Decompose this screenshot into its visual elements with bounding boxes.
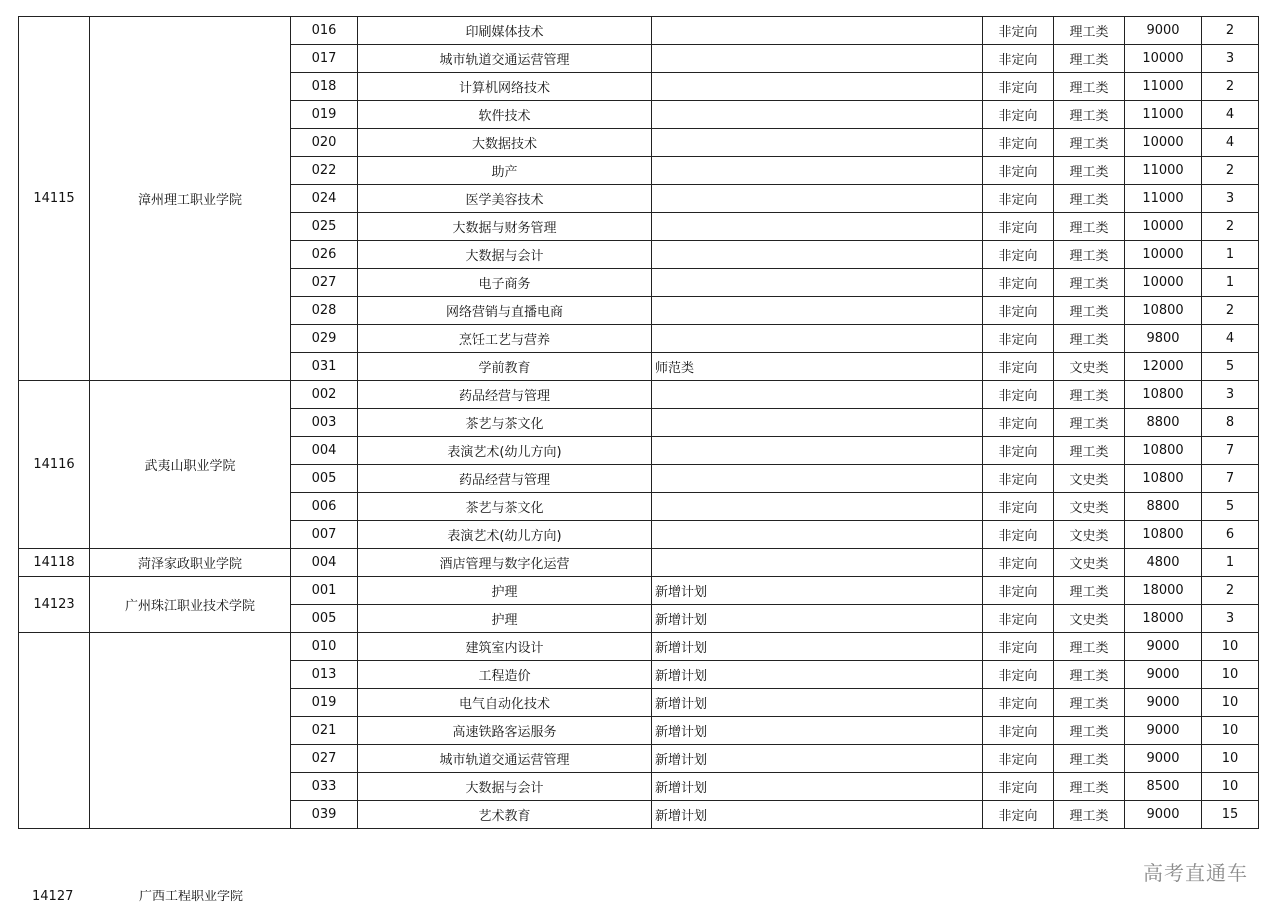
- plan-count-cell: 4: [1202, 129, 1259, 157]
- cutoff-institution-name: 广西工程职业学院: [139, 890, 244, 904]
- plan-count-cell: 10: [1202, 717, 1259, 745]
- institution-code-cell: 14116: [19, 381, 90, 549]
- major-code-cell: 010: [291, 633, 358, 661]
- subject-category-cell: 理工类: [1054, 129, 1125, 157]
- subject-category-cell: 理工类: [1054, 185, 1125, 213]
- major-code-cell: 021: [291, 717, 358, 745]
- institution-code-cell: [19, 633, 90, 829]
- major-name-cell: 电气自动化技术: [358, 689, 652, 717]
- institution-name-cell: 武夷山职业学院: [90, 381, 291, 549]
- tuition-fee-cell: 10000: [1125, 213, 1202, 241]
- plan-type-cell: 非定向: [983, 73, 1054, 101]
- note-cell: 新增计划: [652, 773, 983, 801]
- plan-count-cell: 10: [1202, 633, 1259, 661]
- note-cell: [652, 493, 983, 521]
- major-name-cell: 学前教育: [358, 353, 652, 381]
- subject-category-cell: 理工类: [1054, 381, 1125, 409]
- plan-count-cell: 8: [1202, 409, 1259, 437]
- plan-type-cell: 非定向: [983, 185, 1054, 213]
- plan-type-cell: 非定向: [983, 297, 1054, 325]
- plan-type-cell: 非定向: [983, 717, 1054, 745]
- plan-type-cell: 非定向: [983, 745, 1054, 773]
- plan-count-cell: 10: [1202, 689, 1259, 717]
- plan-count-cell: 2: [1202, 73, 1259, 101]
- major-code-cell: 018: [291, 73, 358, 101]
- plan-type-cell: 非定向: [983, 633, 1054, 661]
- major-code-cell: 033: [291, 773, 358, 801]
- major-code-cell: 027: [291, 745, 358, 773]
- plan-count-cell: 15: [1202, 801, 1259, 829]
- note-cell: 新增计划: [652, 689, 983, 717]
- institution-code-cell: 14115: [19, 17, 90, 381]
- tuition-fee-cell: 9000: [1125, 689, 1202, 717]
- note-cell: 师范类: [652, 353, 983, 381]
- table-row: [19, 549, 1259, 577]
- note-cell: 新增计划: [652, 717, 983, 745]
- plan-count-cell: 2: [1202, 213, 1259, 241]
- plan-type-cell: 非定向: [983, 409, 1054, 437]
- major-name-cell: 电子商务: [358, 269, 652, 297]
- note-cell: [652, 465, 983, 493]
- note-cell: 新增计划: [652, 577, 983, 605]
- subject-category-cell: 理工类: [1054, 661, 1125, 689]
- plan-type-cell: 非定向: [983, 661, 1054, 689]
- note-cell: [652, 269, 983, 297]
- note-cell: [652, 101, 983, 129]
- tuition-fee-cell: 11000: [1125, 157, 1202, 185]
- major-code-cell: 001: [291, 577, 358, 605]
- tuition-fee-cell: 9000: [1125, 633, 1202, 661]
- major-code-cell: 026: [291, 241, 358, 269]
- note-cell: [652, 73, 983, 101]
- major-code-cell: 019: [291, 101, 358, 129]
- tuition-fee-cell: 10000: [1125, 129, 1202, 157]
- note-cell: [652, 325, 983, 353]
- note-cell: 新增计划: [652, 633, 983, 661]
- major-code-cell: 017: [291, 45, 358, 73]
- plan-type-cell: 非定向: [983, 801, 1054, 829]
- major-code-cell: 003: [291, 409, 358, 437]
- major-name-cell: 表演艺术(幼儿方向): [358, 437, 652, 465]
- plan-count-cell: 3: [1202, 605, 1259, 633]
- plan-count-cell: 2: [1202, 577, 1259, 605]
- subject-category-cell: 理工类: [1054, 157, 1125, 185]
- major-name-cell: 茶艺与茶文化: [358, 493, 652, 521]
- major-name-cell: 工程造价: [358, 661, 652, 689]
- major-code-cell: 039: [291, 801, 358, 829]
- major-name-cell: 艺术教育: [358, 801, 652, 829]
- plan-count-cell: 2: [1202, 297, 1259, 325]
- note-cell: [652, 17, 983, 45]
- major-name-cell: 药品经营与管理: [358, 381, 652, 409]
- subject-category-cell: 理工类: [1054, 297, 1125, 325]
- plan-count-cell: 10: [1202, 773, 1259, 801]
- plan-count-cell: 2: [1202, 17, 1259, 45]
- subject-category-cell: 理工类: [1054, 241, 1125, 269]
- subject-category-cell: 理工类: [1054, 101, 1125, 129]
- subject-category-cell: 理工类: [1054, 437, 1125, 465]
- plan-type-cell: 非定向: [983, 521, 1054, 549]
- subject-category-cell: 理工类: [1054, 717, 1125, 745]
- subject-category-cell: 理工类: [1054, 45, 1125, 73]
- subject-category-cell: 文史类: [1054, 493, 1125, 521]
- major-name-cell: 护理: [358, 577, 652, 605]
- plan-type-cell: 非定向: [983, 465, 1054, 493]
- plan-count-cell: 7: [1202, 437, 1259, 465]
- note-cell: 新增计划: [652, 745, 983, 773]
- plan-count-cell: 3: [1202, 381, 1259, 409]
- major-name-cell: 软件技术: [358, 101, 652, 129]
- institution-name-cell: 广州珠江职业技术学院: [90, 577, 291, 633]
- major-name-cell: 酒店管理与数字化运营: [358, 549, 652, 577]
- major-name-cell: 大数据技术: [358, 129, 652, 157]
- tuition-fee-cell: 8800: [1125, 493, 1202, 521]
- major-name-cell: 大数据与会计: [358, 241, 652, 269]
- tuition-fee-cell: 10800: [1125, 437, 1202, 465]
- subject-category-cell: 理工类: [1054, 269, 1125, 297]
- major-name-cell: 医学美容技术: [358, 185, 652, 213]
- note-cell: [652, 45, 983, 73]
- subject-category-cell: 理工类: [1054, 577, 1125, 605]
- plan-count-cell: 2: [1202, 157, 1259, 185]
- major-name-cell: 助产: [358, 157, 652, 185]
- plan-type-cell: 非定向: [983, 157, 1054, 185]
- major-name-cell: 护理: [358, 605, 652, 633]
- note-cell: [652, 381, 983, 409]
- plan-type-cell: 非定向: [983, 269, 1054, 297]
- subject-category-cell: 理工类: [1054, 745, 1125, 773]
- subject-category-cell: 理工类: [1054, 213, 1125, 241]
- plan-count-cell: 4: [1202, 325, 1259, 353]
- plan-type-cell: 非定向: [983, 17, 1054, 45]
- plan-count-cell: 3: [1202, 185, 1259, 213]
- tuition-fee-cell: 8500: [1125, 773, 1202, 801]
- major-name-cell: 高速铁路客运服务: [358, 717, 652, 745]
- plan-type-cell: 非定向: [983, 325, 1054, 353]
- plan-type-cell: 非定向: [983, 45, 1054, 73]
- major-code-cell: 031: [291, 353, 358, 381]
- note-cell: [652, 157, 983, 185]
- major-code-cell: 005: [291, 605, 358, 633]
- tuition-fee-cell: 18000: [1125, 605, 1202, 633]
- cutoff-institution-code: 14127: [32, 890, 74, 904]
- subject-category-cell: 理工类: [1054, 325, 1125, 353]
- tuition-fee-cell: 9800: [1125, 325, 1202, 353]
- major-code-cell: 004: [291, 437, 358, 465]
- plan-count-cell: 4: [1202, 101, 1259, 129]
- note-cell: [652, 549, 983, 577]
- plan-count-cell: 5: [1202, 353, 1259, 381]
- plan-count-cell: 10: [1202, 661, 1259, 689]
- tuition-fee-cell: 10000: [1125, 241, 1202, 269]
- tuition-fee-cell: 18000: [1125, 577, 1202, 605]
- plan-type-cell: 非定向: [983, 605, 1054, 633]
- tuition-fee-cell: 10800: [1125, 297, 1202, 325]
- institution-name-cell: [90, 633, 291, 829]
- plan-type-cell: 非定向: [983, 213, 1054, 241]
- major-code-cell: 029: [291, 325, 358, 353]
- note-cell: 新增计划: [652, 605, 983, 633]
- major-code-cell: 013: [291, 661, 358, 689]
- subject-category-cell: 理工类: [1054, 633, 1125, 661]
- note-cell: [652, 409, 983, 437]
- plan-type-cell: 非定向: [983, 353, 1054, 381]
- table-row: [19, 633, 1259, 661]
- major-code-cell: 022: [291, 157, 358, 185]
- major-name-cell: 大数据与财务管理: [358, 213, 652, 241]
- major-code-cell: 002: [291, 381, 358, 409]
- plan-count-cell: 10: [1202, 745, 1259, 773]
- tuition-fee-cell: 9000: [1125, 801, 1202, 829]
- major-name-cell: 建筑室内设计: [358, 633, 652, 661]
- subject-category-cell: 理工类: [1054, 773, 1125, 801]
- next-institution-cutoff: [18, 890, 289, 909]
- plan-type-cell: 非定向: [983, 241, 1054, 269]
- note-cell: [652, 521, 983, 549]
- tuition-fee-cell: 11000: [1125, 185, 1202, 213]
- tuition-fee-cell: 9000: [1125, 661, 1202, 689]
- institution-name-cell: 漳州理工职业学院: [90, 17, 291, 381]
- plan-type-cell: 非定向: [983, 437, 1054, 465]
- major-name-cell: 烹饪工艺与营养: [358, 325, 652, 353]
- major-name-cell: 城市轨道交通运营管理: [358, 45, 652, 73]
- major-code-cell: 016: [291, 17, 358, 45]
- tuition-fee-cell: 8800: [1125, 409, 1202, 437]
- tuition-fee-cell: 9000: [1125, 745, 1202, 773]
- major-code-cell: 006: [291, 493, 358, 521]
- major-name-cell: 城市轨道交通运营管理: [358, 745, 652, 773]
- institution-name-cell: 菏泽家政职业学院: [90, 549, 291, 577]
- table-row: [19, 381, 1259, 409]
- note-cell: [652, 213, 983, 241]
- subject-category-cell: 理工类: [1054, 689, 1125, 717]
- subject-category-cell: 理工类: [1054, 801, 1125, 829]
- tuition-fee-cell: 9000: [1125, 717, 1202, 745]
- subject-category-cell: 理工类: [1054, 409, 1125, 437]
- major-name-cell: 计算机网络技术: [358, 73, 652, 101]
- plan-type-cell: 非定向: [983, 129, 1054, 157]
- plan-type-cell: 非定向: [983, 493, 1054, 521]
- major-code-cell: 004: [291, 549, 358, 577]
- institution-code-cell: 14123: [19, 577, 90, 633]
- enrollment-plan-table: [18, 16, 1259, 829]
- major-name-cell: 大数据与会计: [358, 773, 652, 801]
- major-code-cell: 007: [291, 521, 358, 549]
- note-cell: 新增计划: [652, 661, 983, 689]
- plan-type-cell: 非定向: [983, 381, 1054, 409]
- subject-category-cell: 理工类: [1054, 17, 1125, 45]
- tuition-fee-cell: 10800: [1125, 465, 1202, 493]
- plan-count-cell: 1: [1202, 549, 1259, 577]
- note-cell: [652, 437, 983, 465]
- major-name-cell: 药品经营与管理: [358, 465, 652, 493]
- tuition-fee-cell: 4800: [1125, 549, 1202, 577]
- institution-code-cell: 14118: [19, 549, 90, 577]
- watermark: 高考直通车: [1143, 861, 1248, 885]
- major-code-cell: 019: [291, 689, 358, 717]
- table-row: [19, 577, 1259, 605]
- plan-count-cell: 1: [1202, 241, 1259, 269]
- plan-type-cell: 非定向: [983, 689, 1054, 717]
- note-cell: 新增计划: [652, 801, 983, 829]
- tuition-fee-cell: 10000: [1125, 269, 1202, 297]
- major-name-cell: 印刷媒体技术: [358, 17, 652, 45]
- note-cell: [652, 241, 983, 269]
- major-code-cell: 028: [291, 297, 358, 325]
- subject-category-cell: 理工类: [1054, 73, 1125, 101]
- subject-category-cell: 文史类: [1054, 605, 1125, 633]
- major-code-cell: 024: [291, 185, 358, 213]
- note-cell: [652, 129, 983, 157]
- tuition-fee-cell: 9000: [1125, 17, 1202, 45]
- major-code-cell: 027: [291, 269, 358, 297]
- plan-type-cell: 非定向: [983, 577, 1054, 605]
- major-code-cell: 005: [291, 465, 358, 493]
- tuition-fee-cell: 11000: [1125, 101, 1202, 129]
- plan-count-cell: 5: [1202, 493, 1259, 521]
- plan-type-cell: 非定向: [983, 549, 1054, 577]
- tuition-fee-cell: 11000: [1125, 73, 1202, 101]
- plan-count-cell: 6: [1202, 521, 1259, 549]
- major-name-cell: 表演艺术(幼儿方向): [358, 521, 652, 549]
- subject-category-cell: 文史类: [1054, 353, 1125, 381]
- subject-category-cell: 文史类: [1054, 549, 1125, 577]
- major-name-cell: 网络营销与直播电商: [358, 297, 652, 325]
- major-code-cell: 025: [291, 213, 358, 241]
- tuition-fee-cell: 12000: [1125, 353, 1202, 381]
- subject-category-cell: 文史类: [1054, 521, 1125, 549]
- plan-count-cell: 7: [1202, 465, 1259, 493]
- tuition-fee-cell: 10000: [1125, 45, 1202, 73]
- note-cell: [652, 297, 983, 325]
- subject-category-cell: 文史类: [1054, 465, 1125, 493]
- note-cell: [652, 185, 983, 213]
- plan-type-cell: 非定向: [983, 773, 1054, 801]
- plan-count-cell: 1: [1202, 269, 1259, 297]
- major-code-cell: 020: [291, 129, 358, 157]
- plan-type-cell: 非定向: [983, 101, 1054, 129]
- plan-count-cell: 3: [1202, 45, 1259, 73]
- major-name-cell: 茶艺与茶文化: [358, 409, 652, 437]
- tuition-fee-cell: 10800: [1125, 521, 1202, 549]
- tuition-fee-cell: 10800: [1125, 381, 1202, 409]
- enrollment-plan-sheet: [18, 16, 1258, 829]
- table-row: [19, 17, 1259, 45]
